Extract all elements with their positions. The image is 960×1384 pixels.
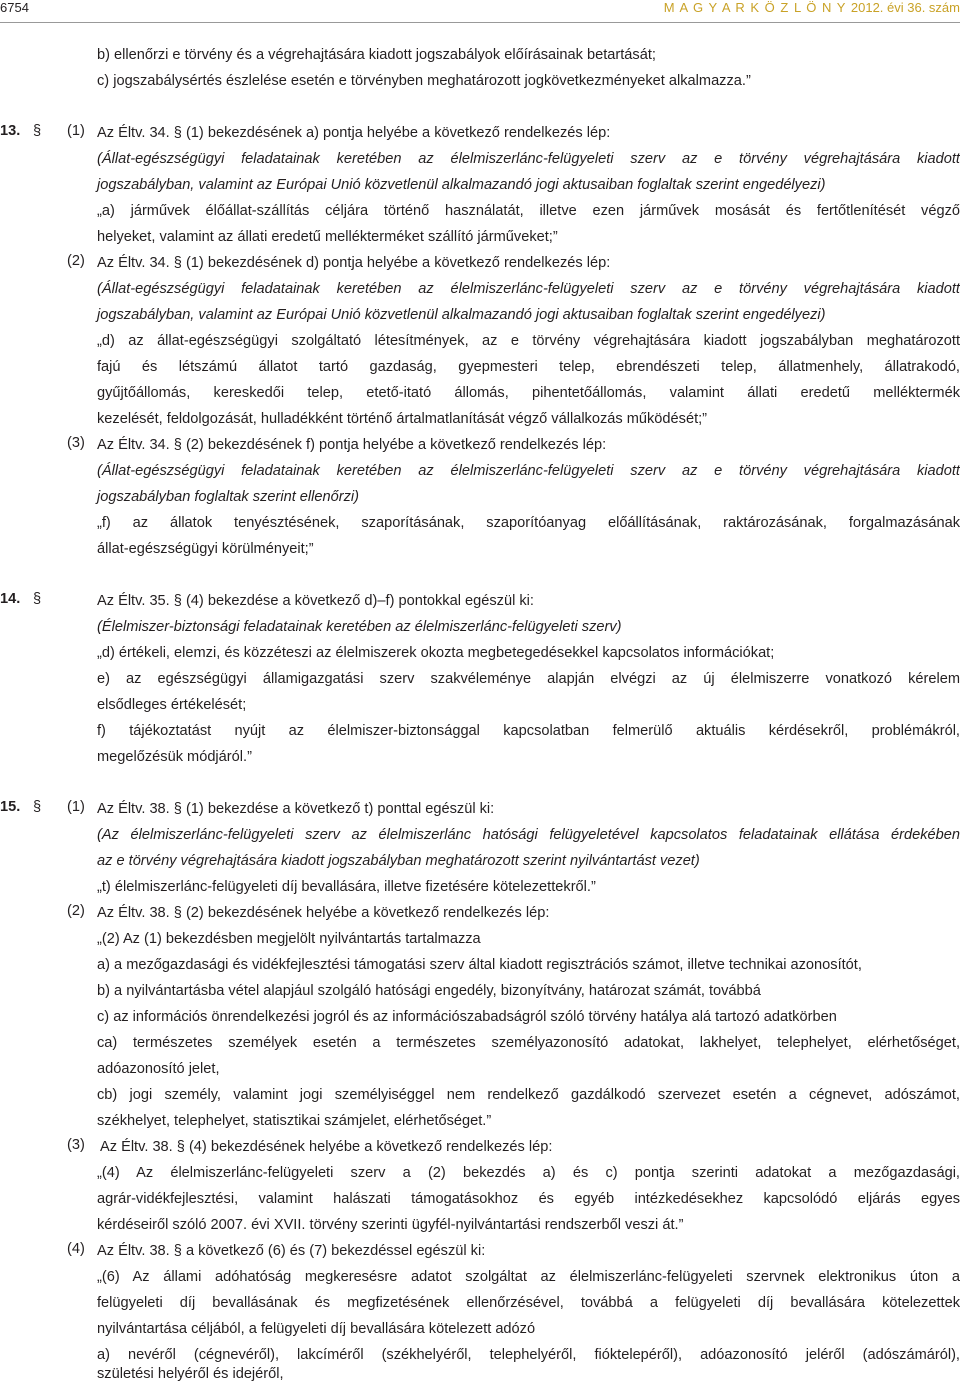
text-line: ca) természetes személyek esetén a természetes személyazonosító adatokat, lakhelyet, telephelyet, elérhetőséget, xyxy=(97,1035,960,1051)
text-line: állat-egészségügyi körülményeit;” xyxy=(97,541,314,557)
text-line: a) a mezőgazdasági és vidékfejlesztési támogatási szerv által kiadott regisztrációs számot, illetve technikai azonosítót, xyxy=(97,957,862,973)
text-line: Az Éltv. 34. § (1) bekezdésének a) pontja helyébe a következő rendelkezés lép: xyxy=(97,125,611,141)
text-line: megelőzésük módjáról.” xyxy=(97,749,252,765)
text-line: adóazonosító jelet, xyxy=(97,1061,220,1077)
text-line: „(2) Az (1) bekezdésben megjelölt nyilvántartás tartalmazza xyxy=(97,931,481,947)
section-sign: § xyxy=(33,123,42,139)
text-line: cb) jogi személy, valamint jogi személyiséggel nem rendelkező gazdálkodó szervezet esetén a cégnevet, adószámot, xyxy=(97,1087,960,1103)
paragraph-number: (3) xyxy=(67,1137,85,1153)
text-line: e) az egészségügyi államigazgatási szerv szakvéleménye alapján elvégzi az új élelmiszerre vonatkozó kérelem xyxy=(97,671,960,687)
text-line: (Az élelmiszerlánc-felügyeleti szerv az élelmiszerlánc hatósági felügyeletével kapcsolatos feladatainak ellátása érdekében xyxy=(97,827,960,843)
text-line: „t) élelmiszerlánc-felügyeleti díj bevallására, illetve fizetésére kötelezettekről.” xyxy=(97,879,596,895)
text-line: c) jogszabálysértés észlelése esetén e törvényben meghatározott jogkövetkezményeket alkalmazza.” xyxy=(97,73,751,89)
text-line: „d) értékeli, elemzi, és közzéteszi az élelmiszerek okozta megbetegedésekkel kapcsolatos információkat; xyxy=(97,645,775,661)
text-line: „(6) Az állami adóhatóság megkeresésre adatot szolgáltat az élelmiszerlánc-felügyeleti szervnek elektronikus úton a xyxy=(97,1269,960,1285)
text-line: „a) járművek élőállat-szállítás céljára történő használatát, illetve ezen járművek mosását és fertőtlenítését végző xyxy=(97,203,960,219)
text-line: nyilvántartása céljából, a felügyeleti díj bevallására kötelezett adózó xyxy=(97,1321,536,1337)
text-line: székhelyet, telephelyet, statisztikai számjelet, elérhetőséget.” xyxy=(97,1113,492,1129)
text-line: Az Éltv. 34. § (1) bekezdésének d) pontja helyébe a következő rendelkezés lép: xyxy=(97,255,611,271)
text-line: gyűjtőállomás, kereskedői telep, etető-itató állomás, pihentetőállomás, valamint állati eredetű melléktermék xyxy=(97,385,960,401)
text-line: (Élelmiszer-biztonsági feladatainak keretében az élelmiszerlánc-felügyeleti szerv) xyxy=(97,619,622,635)
text-line: elsődleges értékelését; xyxy=(97,697,247,713)
header-rule xyxy=(0,22,960,23)
text-line: „f) az állatok tenyésztésének, szaporításának, szaporítóanyag előállításának, raktározásának, forgalmazásának xyxy=(97,515,960,531)
section-number: 13. xyxy=(0,123,21,139)
paragraph-number: (2) xyxy=(67,903,85,919)
section-sign: § xyxy=(33,591,42,607)
text-line: Az Éltv. 35. § (4) bekezdése a következő d)–f) pontokkal egészül ki: xyxy=(97,593,534,609)
text-line: Az Éltv. 34. § (2) bekezdésének f) pontja helyébe a következő rendelkezés lép: xyxy=(97,437,607,453)
text-line: jogszabályban, valamint az Európai Unió közvetlenül alkalmazandó jogi aktusaiban foglaltak szerint engedélyezi) xyxy=(97,177,826,193)
text-line: fajú és létszámú állatot tartó gazdaság, gyepmesteri telep, ebrendészeti telep, állatmenhely, állatrakodó, xyxy=(97,359,960,375)
text-line: (Állat-egészségügyi feladatainak keretében az élelmiszerlánc-felügyeleti szerv az e törvény végrehajtására kiadott xyxy=(97,281,960,297)
text-line: jogszabályban foglaltak szerint ellenőrzi) xyxy=(97,489,360,505)
publication-name: M A G Y A R K Ö Z L Ö N Y xyxy=(663,0,847,15)
text-line: Az Éltv. 38. § a következő (6) és (7) bekezdéssel egészül ki: xyxy=(97,1243,486,1259)
text-line: az e törvény végrehajtására kiadott jogszabályban meghatározott szerint nyilvántartást vezet) xyxy=(97,853,700,869)
text-line: „(4) Az élelmiszerlánc-felügyeleti szerv a (2) bekezdés a) és c) pontja szerinti adatokat a mezőgazdasági, xyxy=(97,1165,960,1181)
text-line: f) tájékoztatást nyújt az élelmiszer-biztonsággal kapcsolatban felmerülő aktuális kérdésekről, problémákról, xyxy=(97,723,960,739)
text-line: Az Éltv. 38. § (2) bekezdésének helyébe a következő rendelkezés lép: xyxy=(97,905,550,921)
text-line: agrár-vidékfejlesztési, valamint halászati támogatásokhoz és egyéb intézkedésekhez kapcsolódó eljárás egyes xyxy=(97,1191,960,1207)
text-line: b) ellenőrzi e törvény és a végrehajtására kiadott jogszabályok előírásainak betartását; xyxy=(97,47,656,63)
text-line: kezelését, feldolgozását, hulladékként történő ártalmatlanítását végző vállalkozás működését;” xyxy=(97,411,708,427)
section-number: 15. xyxy=(0,799,21,815)
paragraph-number: (1) xyxy=(67,123,85,139)
text-line: Az Éltv. 38. § (4) bekezdésének helyébe a következő rendelkezés lép: xyxy=(100,1139,553,1155)
section-sign: § xyxy=(33,799,42,815)
text-line: felügyeleti díj bevallásának és megfizetésének ellenőrzésével, továbbá a felügyeleti díj bevallására kötelezettek xyxy=(97,1295,960,1311)
text-line: Az Éltv. 38. § (1) bekezdése a következő t) ponttal egészül ki: xyxy=(97,801,495,817)
paragraph-number: (4) xyxy=(67,1241,85,1257)
paragraph-number: (2) xyxy=(67,253,85,269)
paragraph-number: (1) xyxy=(67,799,85,815)
text-line: b) a nyilvántartásba vétel alapjául szolgáló hatósági engedély, bizonyítvány, határozat számát, továbbá xyxy=(97,983,761,999)
text-line: „d) az állat-egészségügyi szolgáltató létesítmények, az e törvény végrehajtására kiadott jogszabályban meghatározott xyxy=(97,333,960,349)
text-line: (Állat-egészségügyi feladatainak keretében az élelmiszerlánc-felügyeleti szerv az e törvény végrehajtására kiadott xyxy=(97,463,960,479)
publication-title xyxy=(664,0,960,15)
text-line: születési helyéről és idejéről, xyxy=(97,1366,284,1382)
text-line: helyeket, valamint az állati eredetű mellékterméket szállító járműveket;” xyxy=(97,229,558,245)
text-line: c) az információs önrendelkezési jogról és az információszabadságról szóló törvény hatálya alá tartozó adatkörben xyxy=(97,1009,837,1025)
section-number: 14. xyxy=(0,591,21,607)
text-line: (Állat-egészségügyi feladatainak keretében az élelmiszerlánc-felügyeleti szerv az e törvény végrehajtására kiadott xyxy=(97,151,960,167)
paragraph-number: (3) xyxy=(67,435,85,451)
text-line: a) nevéről (cégnevéről), lakcíméről (székhelyéről, telephelyéről, fióktelepéről), adóazonosító jeléről (adószámáról), xyxy=(97,1347,960,1363)
issue-number: 2012. évi 36. szám xyxy=(850,0,960,15)
page-number: 6754 xyxy=(0,0,29,15)
page-header xyxy=(0,0,960,20)
text-line: jogszabályban, valamint az Európai Unió közvetlenül alkalmazandó jogi aktusaiban foglaltak szerint engedélyezi) xyxy=(97,307,826,323)
text-line: kérdéseiről szóló 2007. évi XVII. törvény szerinti ügyfél-nyilvántartási rendszerből veszi át.” xyxy=(97,1217,684,1233)
